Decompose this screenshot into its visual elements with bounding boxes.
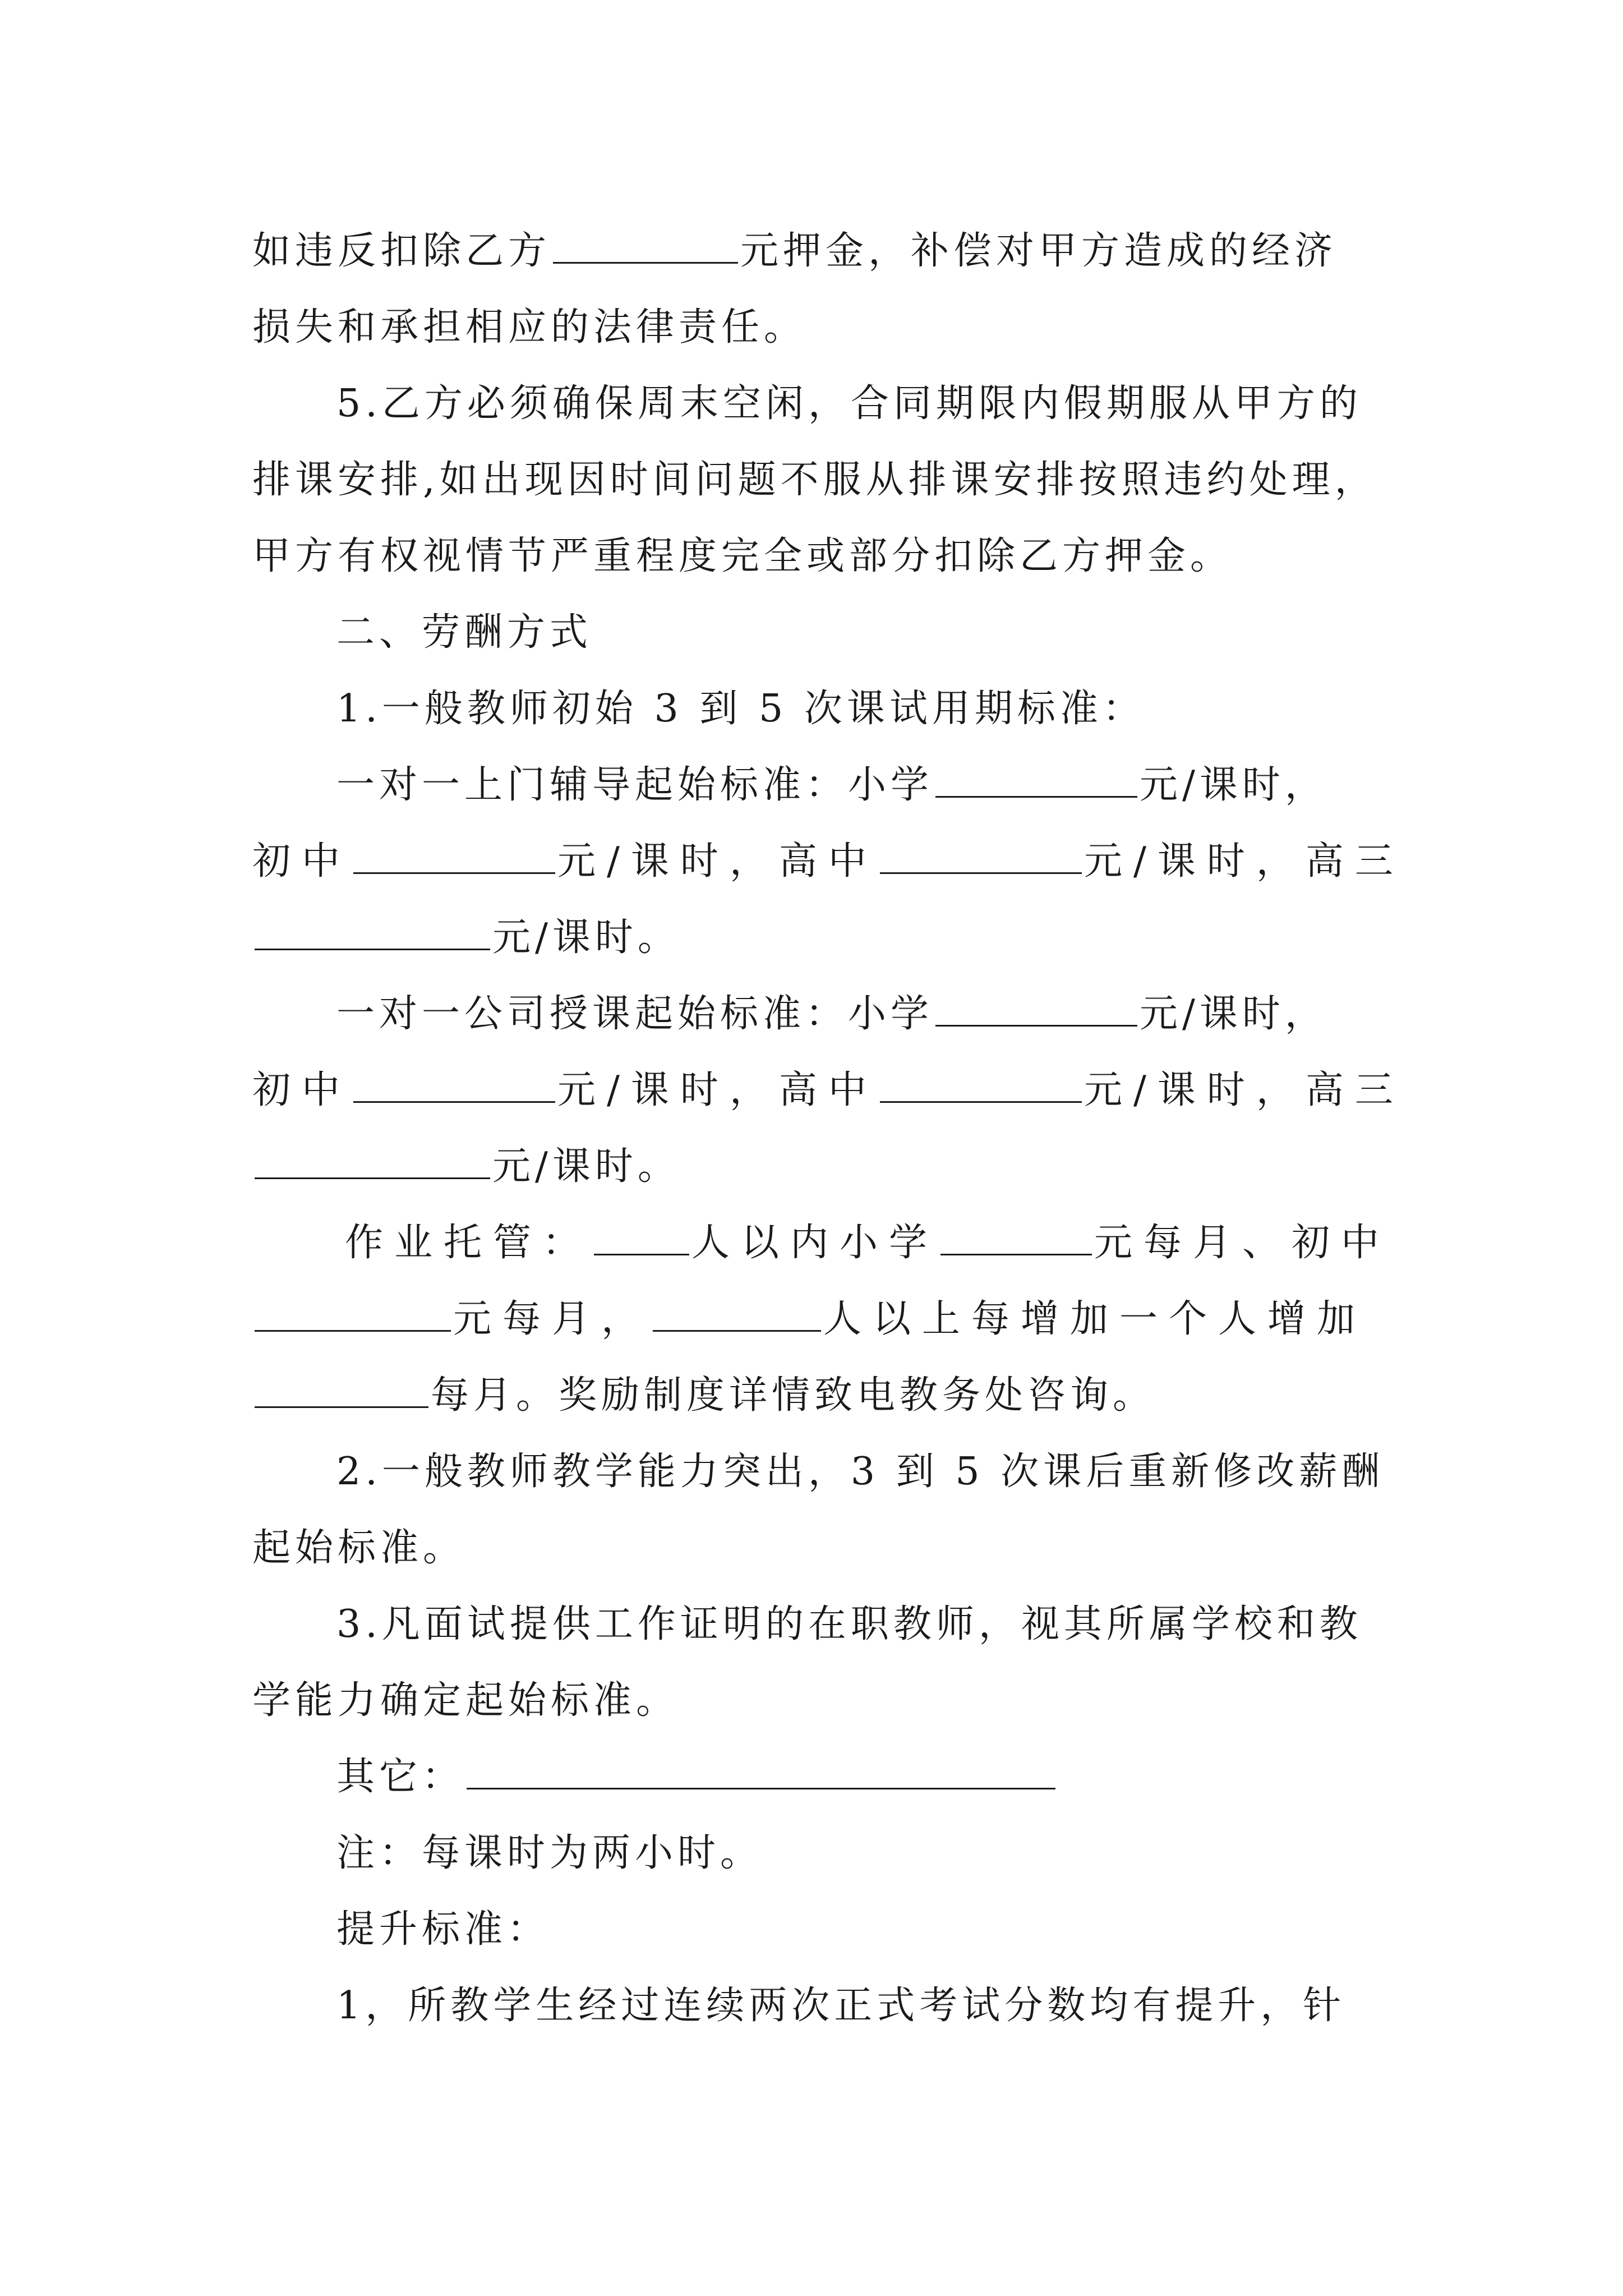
text: 起始标准。 [252, 1526, 466, 1570]
paragraph-line [252, 1129, 1374, 1205]
text: 甲方有权视情节严重程度完全或部分扣除乙方押金。 [252, 534, 1233, 578]
section-heading [252, 595, 1374, 671]
text: 二、劳酬方式 [336, 610, 593, 655]
homework-extra-fee-blank[interactable] [255, 1377, 428, 1408]
text: 一对一上门辅导起始标准：小学 [336, 763, 934, 807]
paragraph-line [252, 1434, 1385, 1510]
text: 5.乙方必须确保周末空闲，合同期限内假期服从甲方的 [336, 381, 1362, 426]
paragraph-line [252, 900, 1374, 976]
text: 其它： [336, 1755, 465, 1799]
text: 元/课时， [1140, 763, 1327, 807]
text: 提升标准： [336, 1907, 550, 1952]
text: 1，所教学生经过连续两次正式考试分数均有提升，针 [336, 1984, 1346, 2028]
senior3-home-rate-blank[interactable] [255, 919, 490, 950]
text: 1.一般教师初始 3 到 5 次课试用期标准： [336, 687, 1145, 731]
text: 初中 [252, 839, 352, 884]
text: 排课安排,如出现因时间问题不服从排课安排按照违约处理， [252, 458, 1377, 502]
paragraph-line [252, 1205, 1391, 1281]
text: 元/课时。 [492, 915, 680, 960]
junior-home-rate-blank[interactable] [353, 843, 555, 874]
text: 元/课时，高三 [1083, 1068, 1404, 1112]
homework-extra-headcount-blank[interactable] [653, 1301, 821, 1332]
deposit-amount-blank[interactable] [553, 233, 738, 264]
paragraph-line [252, 289, 1374, 366]
text: 损失和承担相应的法律责任。 [252, 305, 807, 349]
paragraph-line [252, 1510, 1374, 1586]
text: 元每月， [453, 1297, 651, 1341]
paragraph-line [252, 1815, 1374, 1892]
paragraph-line [252, 442, 1377, 518]
text: 元/课时， [1140, 992, 1327, 1036]
text: 3.凡面试提供工作证明的在职教师，视其所属学校和教 [336, 1602, 1362, 1646]
paragraph-line [252, 1663, 1374, 1739]
text: 初中 [252, 1068, 352, 1112]
text: 元押金，补偿对甲方造成的经济 [740, 229, 1338, 273]
paragraph-line [252, 747, 1374, 823]
paragraph-line [252, 1052, 1404, 1129]
other-terms-blank[interactable] [467, 1759, 1055, 1789]
paragraph-line [252, 1281, 1374, 1358]
text: 人以上每增加一个人增加 [823, 1297, 1367, 1341]
primary-company-rate-blank[interactable] [935, 996, 1137, 1027]
paragraph-line [252, 1586, 1374, 1663]
primary-home-rate-blank[interactable] [935, 767, 1137, 798]
text: 学能力确定起始标准。 [252, 1678, 679, 1723]
text: 如违反扣除乙方 [252, 229, 551, 273]
paragraph-line [252, 671, 1374, 747]
text: 元每月、初中 [1094, 1221, 1391, 1265]
homework-junior-fee-blank[interactable] [255, 1301, 451, 1332]
junior-company-rate-blank[interactable] [353, 1072, 555, 1103]
text: 元/课时，高中 [557, 1068, 878, 1112]
paragraph-line [252, 1892, 1374, 1968]
paragraph-line [252, 518, 1374, 595]
text: 每月。奖励制度详情致电教务处咨询。 [431, 1373, 1156, 1418]
paragraph-line [252, 1739, 1374, 1815]
document-page [252, 213, 1404, 2044]
text: 元/课时，高中 [557, 839, 878, 884]
text: 注：每课时为两小时。 [336, 1831, 763, 1875]
text: 人以内小学 [691, 1221, 939, 1265]
paragraph-line [252, 823, 1404, 900]
paragraph-line [252, 1358, 1374, 1434]
paragraph-line [252, 366, 1374, 442]
paragraph-line [252, 213, 1374, 289]
senior-company-rate-blank[interactable] [880, 1072, 1082, 1103]
senior-home-rate-blank[interactable] [880, 843, 1082, 874]
text: 元/课时。 [492, 1144, 680, 1189]
text: 作业托管： [345, 1221, 592, 1265]
text: 一对一公司授课起始标准：小学 [336, 992, 934, 1036]
paragraph-line [252, 1968, 1374, 2044]
homework-primary-fee-blank[interactable] [940, 1225, 1092, 1255]
homework-headcount-blank[interactable] [594, 1225, 689, 1255]
paragraph-line [252, 976, 1374, 1052]
text: 元/课时，高三 [1083, 839, 1404, 884]
text: 2.一般教师教学能力突出，3 到 5 次课后重新修改薪酬 [336, 1450, 1385, 1494]
senior3-company-rate-blank[interactable] [255, 1148, 490, 1179]
